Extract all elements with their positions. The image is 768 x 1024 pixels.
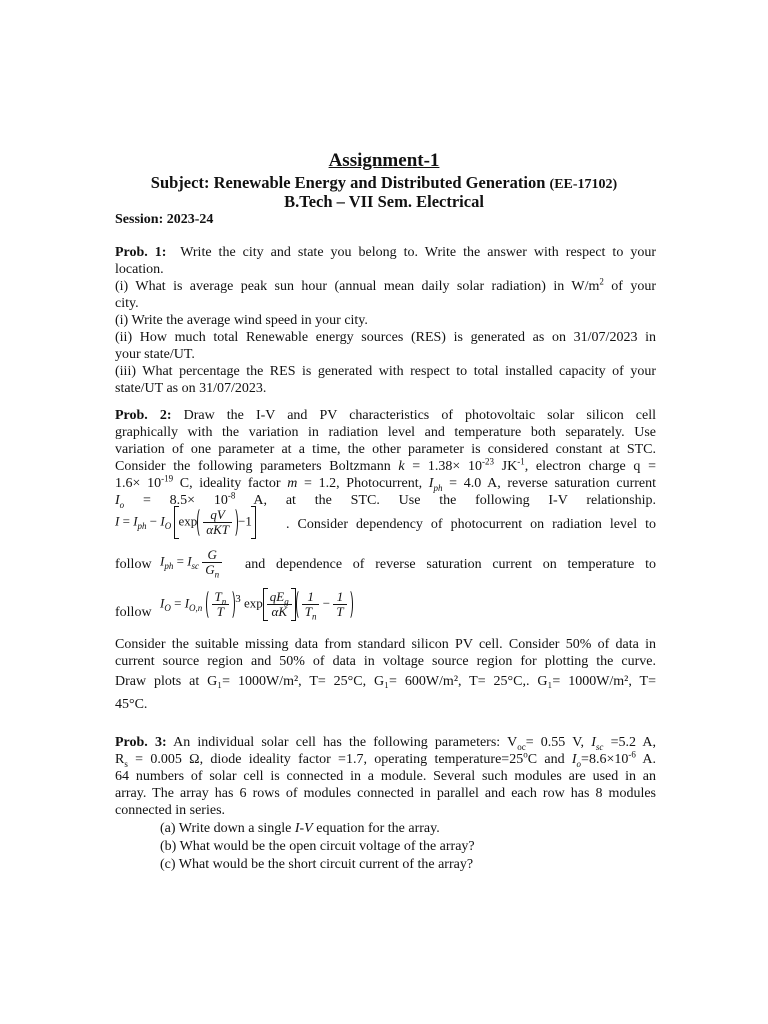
prob1-label: Prob. 1: [115, 245, 167, 260]
list-item: (b) What would be the open circuit voltage of the array? [160, 839, 475, 854]
prob3-label: Prob. 3: [115, 735, 167, 750]
prob2-label: Prob. 2: [115, 408, 172, 423]
subject-line: Subject: Renewable Energy and Distributed Generation (EE-17102) [150, 173, 618, 192]
prob2-block: Prob. 2: Draw the I-V and PV characteristics of photovoltaic solar silicon cell graphically with the variation in radiation level and temperature both separately. Use variation of one parameter at a time, the other parameter is considered constant at STC. Consider the following parameters Boltzmann $k = 1.38\times 10^{-23}$ $JK^{-1}$, electron charge q = $1.6\times 10^{-19}$ C, ideality factor m = 1.2, Photocurrent, $I_{ph} = 4.0$ A, reverse saturation current $I_o = 8.5\times 10^{-8}$ A, at the STC. Use the following I-V relationship. [115, 408, 657, 510]
prob1-block: Prob. 1: Write the city and state you belong to. Write the answer with respect to your location. (i) What is average peak sun hour (annual mean daily solar radiation) in $W/m^2$ of your city. (i) Write the average wind speed in your city. (ii) How much total Renewable energy sources (RES) is generated as on 31/07/2023 in your state/UT. (iii) What percentage the RES is generated with respect to total installed capacity of your state/UT as on 31/07/2023. [115, 245, 656, 396]
assignment-title: Assignment-1 [328, 150, 440, 171]
eq2-trailing-text: and dependence of reverse saturation current on temperature to [245, 557, 656, 572]
photocurrent-equation: $I_{ph} = I_{sc}$ $\frac{G}{G_n}$ [160, 548, 222, 577]
eq3-follow-label: follow [115, 605, 152, 620]
list-item: (a) Write down a single I-V equation for the array. [160, 821, 440, 836]
eq1-trailing-text: . Consider dependency of photocurrent on radiation level to [286, 517, 656, 532]
prob3-subquestions [160, 820, 475, 874]
degree-line: B.Tech – VII Sem. Electrical [284, 192, 484, 211]
subject-code: (EE-17102) [549, 177, 618, 192]
prob3-block: Prob. 3: An individual solar cell has the following parameters: $V_{oc}= 0.55$ V, $I_{sc} =5.2$ A, $R_s = 0.005$ Ω, diode ideality factor =1.7, operating $temperature=25^oC$ and $I_o=8.6\times 10^{-6}$ A. 64 numbers of solar cell is connected in a module. Several such modules are used in an array. The array has 6 rows of modules connected in parallel and each row has 8 modules connected in series. [115, 735, 657, 818]
eq2-follow-label: follow [115, 557, 152, 572]
prob2-plot-instructions: Consider the suitable missing data from standard silicon PV cell. Consider 50% of data in current source region and 50% of data in voltage source region for plotting the curve. Draw plots at G₁= 1000W/m², T= 25°C, G₁= 600W/m², T= 25°C,. G₁= 1000W/m², T= 45°C. [115, 637, 656, 712]
iv-equation: $I = I_{ph} - I_O$ exp $\frac{qV}{\text{αKT}}$ −1 [115, 508, 256, 537]
saturation-current-equation: $I_O = I_{O,n}$ $\frac{T_n}{T}$ $^3$ exp $\frac{qE_g}{\alpha K}$ $\frac{1}{T_n}$ − $\frac{1}{T}$ [160, 590, 353, 619]
list-item: (c) What would be the short circuit current of the array? [160, 857, 474, 872]
session-line: Session: 2023-24 [115, 212, 214, 227]
